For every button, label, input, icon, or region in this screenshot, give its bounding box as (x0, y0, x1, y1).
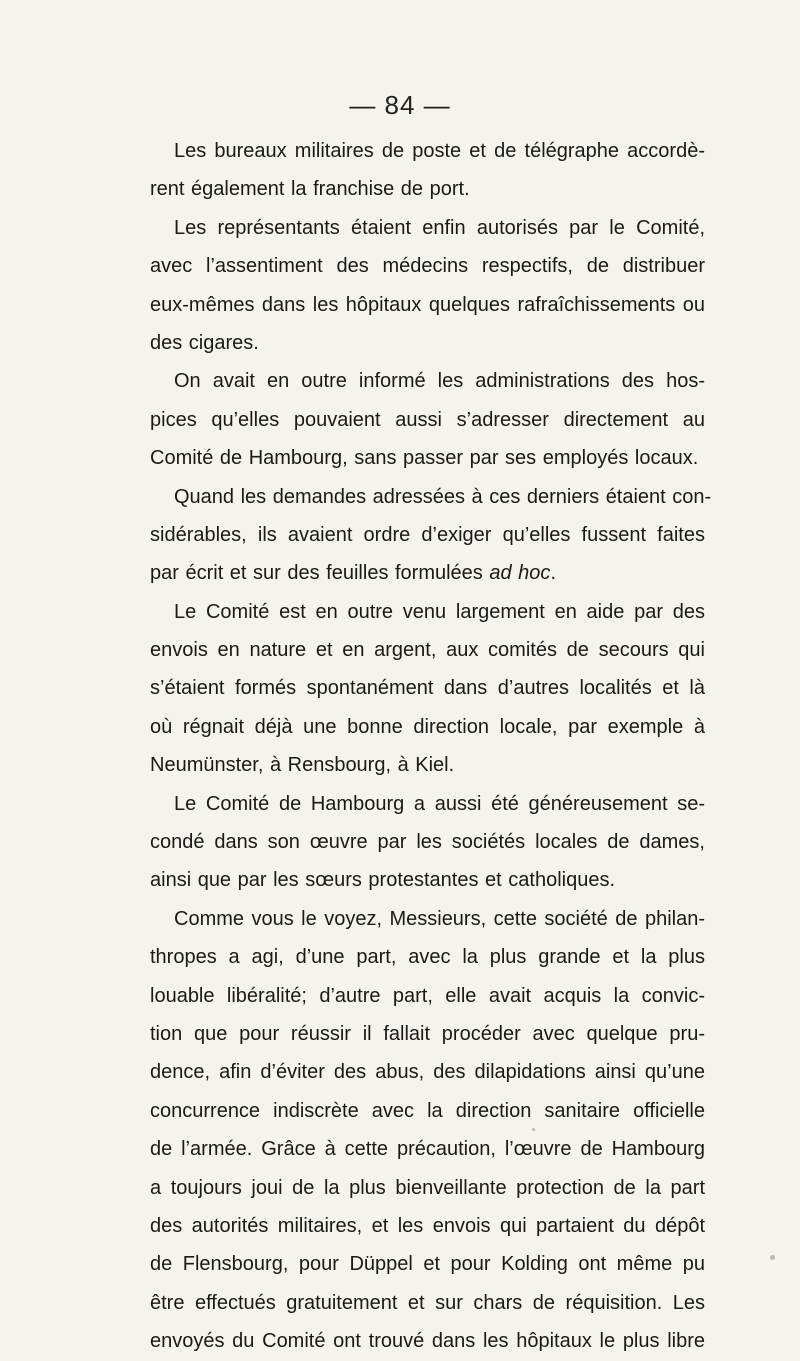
text-line: de l’armée. Grâce à cette précaution, l’œuvre de Hambourg (150, 1138, 705, 1161)
text-line: sidérables, ils avaient ordre d’exiger qu’elles fussent faites (150, 523, 705, 546)
text-line: envois en nature et en argent, aux comités de secours qui (150, 639, 705, 662)
text-line: ainsi que par les sœurs protestantes et catholiques. (150, 869, 616, 892)
text-line: Comme vous le voyez, Messieurs, cette société de philan- (174, 907, 705, 930)
text-line: Les bureaux militaires de poste et de télégraphe accordè- (174, 140, 705, 162)
text-line: où régnait déjà une bonne direction locale, par exemple à (150, 715, 705, 738)
paper-speck (532, 1128, 535, 1131)
text-line-with-italic (150, 554, 705, 592)
text-line: Le Comité de Hambourg a aussi été généreusement se- (174, 792, 705, 815)
text-line: pices qu’elles pouvaient aussi s’adresser directement au (150, 408, 705, 431)
text-line: condé dans son œuvre par les sociétés locales de dames, (150, 831, 705, 854)
text-line: s’étaient formés spontanément dans d’autres localités et là (150, 677, 705, 700)
text-line: rent également la franchise de port. (150, 178, 470, 201)
text-line: thropes a agi, d’une part, avec la plus grande et la plus (150, 946, 705, 969)
text-line: des cigares. (150, 331, 259, 354)
text-line: envoyés du Comité ont trouvé dans les hôpitaux le plus libre (150, 1330, 705, 1353)
text-line: Quand les demandes adressées à ces derniers étaient con- (174, 485, 712, 508)
body-text (150, 132, 712, 1361)
text-line: eux-mêmes dans les hôpitaux quelques rafraîchissements ou (150, 293, 705, 316)
text-line: a toujours joui de la plus bienveillante protection de la part (150, 1176, 705, 1199)
text-fragment: par écrit et sur des feuilles formulées (150, 562, 490, 585)
text-line: louable libéralité; d’autre part, elle avait acquis la convic- (150, 984, 705, 1007)
italic-latin-phrase: ad hoc (489, 562, 551, 585)
text-line: être effectués gratuitement et sur chars de réquisition. Les (150, 1291, 705, 1314)
text-fragment: . (550, 562, 556, 585)
text-line: des autorités militaires, et les envois qui partaient du dépôt (150, 1214, 705, 1237)
text-line: de Flensbourg, pour Düppel et pour Kolding ont même pu (150, 1253, 705, 1276)
text-line: Comité de Hambourg, sans passer par ses employés locaux. (150, 447, 699, 470)
text-line: Le Comité est en outre venu largement en aide par des (174, 600, 705, 623)
page-number: — 84 — (349, 90, 451, 120)
text-line: Les représentants étaient enfin autorisés par le Comité, (174, 216, 705, 239)
text-line: tion que pour réussir il fallait procéder avec quelque pru- (150, 1022, 705, 1045)
text-line: On avait en outre informé les administrations des hos- (174, 370, 705, 393)
paper-speck (770, 1255, 775, 1260)
text-line: concurrence indiscrète avec la direction sanitaire officielle (150, 1099, 705, 1122)
text-line: avec l’assentiment des médecins respectifs, de distribuer (150, 255, 705, 278)
text-line: Neumünster, à Rensbourg, à Kiel. (150, 754, 455, 777)
text-line: dence, afin d’éviter des abus, des dilapidations ainsi qu’une (150, 1061, 705, 1084)
